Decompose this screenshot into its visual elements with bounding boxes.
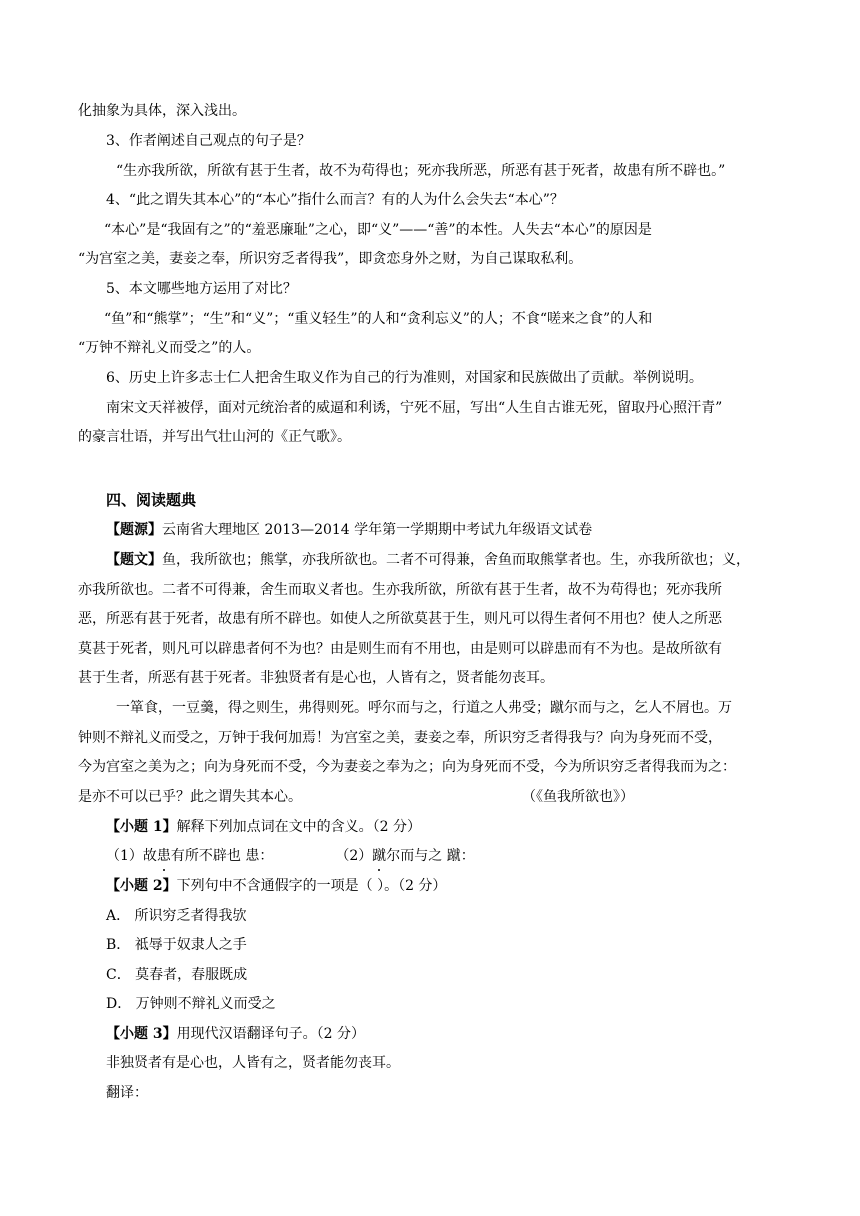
question-6-answer-line2: 的豪言壮语，并写出气壮山河的《正气歌》。 bbox=[78, 429, 351, 445]
passage-line: 恶，所恶有甚于死者，故患有所不辟也。如使人之所欲莫甚于生，则凡可以得生者何不用也？使人之所恶 bbox=[78, 611, 722, 627]
subquestion-1-items bbox=[106, 846, 475, 866]
subquestion-3 bbox=[106, 1024, 365, 1044]
question-3-label: 3、作者阐述自己观点的句子是？ bbox=[106, 133, 311, 149]
question-4-label: 4、“此之谓失其本心”的“本心”指什么而言？有的人为什么会失去“本心”？ bbox=[106, 192, 564, 208]
subquestion-3-prompt: 用现代汉语翻译句子。（2 分） bbox=[176, 1026, 365, 1042]
question-5-answer-line2: “万钟不辩礼义而受之”的人。 bbox=[78, 340, 261, 356]
item-1-suffix: 有所不辟也 患： bbox=[170, 848, 274, 864]
passage-line: 钟则不辩礼义而受之，万钟于我何加焉！为宫室之美，妻妾之奉，所识穷乏者得我与？向为身死而不受， bbox=[78, 730, 722, 746]
passage-line: 甚于生者，所恶有甚于死者。非独贤者有是心也，人皆有之，贤者能勿丧耳。 bbox=[78, 670, 554, 686]
item-1-prefix: （1）故 bbox=[106, 848, 157, 864]
subquestion-1 bbox=[106, 817, 421, 837]
subquestion-2-prompt: 下列句中不含通假字的一项是（ ）。（2 分） bbox=[176, 878, 447, 894]
subquestion-1-prompt: 解释下列加点词在文中的含义。（2 分） bbox=[176, 819, 421, 835]
item-2-prefix: （2） bbox=[335, 848, 373, 864]
dotted-word-1: 患 bbox=[156, 848, 171, 864]
intro-text: 化抽象为具体，深入浅出。 bbox=[78, 103, 246, 119]
passage-line: 亦我所欲也。二者不可得兼，舍生而取义者也。生亦我所欲，所欲有甚于生者，故不为苟得也；死亦我所 bbox=[78, 582, 722, 598]
question-5-answer-line1: “鱼”和“熊掌”；“生”和“义”；“重义轻生”的人和“贪利忘义”的人；不食“嗟来之食”的人和 bbox=[104, 311, 653, 327]
dotted-word-2: 蹴 bbox=[372, 848, 387, 864]
passage-label: 【题文】 bbox=[106, 552, 162, 568]
option-a: A． 所识穷乏者得我欤 bbox=[106, 908, 247, 924]
question-4-answer-line1: “本心”是“我固有之”的“羞恶廉耻”之心，即“义”——“善”的本性。人失去“本心”的原因是 bbox=[104, 222, 652, 238]
subquestion-3-label: 【小题 3】 bbox=[106, 1026, 177, 1042]
question-4-answer-line2: “为宫室之美，妻妾之奉，所识穷乏者得我”，即贪恋身外之财，为自己谋取私利。 bbox=[78, 251, 583, 267]
passage-text: 鱼，我所欲也；熊掌，亦我所欲也。二者不可得兼，舍鱼而取熊掌者也。生，亦我所欲也；义， bbox=[162, 552, 750, 568]
source-line bbox=[106, 520, 592, 540]
subquestion-3-sentence: 非独贤者有是心也，人皆有之，贤者能勿丧耳。 bbox=[106, 1055, 400, 1071]
option-b: B． 祗辱于奴隶人之手 bbox=[106, 937, 247, 953]
question-6-label: 6、历史上许多志士仁人把舍生取义作为自己的行为准则，对国家和民族做出了贡献。举例说明。 bbox=[106, 370, 703, 386]
subquestion-1-label: 【小题 1】 bbox=[106, 819, 177, 835]
subquestion-2 bbox=[106, 876, 446, 896]
passage-line: 今为宫室之美为之；向为身死而不受，今为妻妾之奉为之；向为身死而不受，今为所识穷乏者得我而为之： bbox=[78, 759, 736, 775]
passage-citation: （《鱼我所欲也》） bbox=[522, 789, 634, 805]
section-heading: 四、阅读题典 bbox=[106, 491, 197, 509]
subquestion-2-label: 【小题 2】 bbox=[106, 878, 177, 894]
option-d: D． 万钟则不辩礼义而受之 bbox=[106, 996, 276, 1012]
question-5-label: 5、本文哪些地方运用了对比？ bbox=[106, 281, 297, 297]
translate-label: 翻译： bbox=[106, 1085, 148, 1101]
passage-line: 一箪食，一豆羹，得之则生，弗得则死。呼尔而与之，行道之人弗受；蹴尔而与之，乞人不屑也。万 bbox=[116, 700, 732, 716]
question-3-answer: “生亦我所欲，所欲有甚于生者，故不为苟得也；死亦我所恶，所恶有甚于死者，故患有所不辟也。” bbox=[116, 163, 726, 179]
question-6-answer-line1: 南宋文天祥被俘，面对元统治者的威逼和利诱，宁死不屈，写出“人生自古谁无死，留取丹心照汗青” bbox=[106, 400, 723, 416]
passage-line bbox=[106, 550, 750, 570]
option-c: C． 莫春者，春服既成 bbox=[106, 967, 248, 983]
source-text: 云南省大理地区 2013—2014 学年第一学期期中考试九年级语文试卷 bbox=[162, 522, 593, 538]
passage-line: 是亦不可以已乎？此之谓失其本心。 bbox=[78, 789, 302, 805]
source-label: 【题源】 bbox=[106, 522, 162, 538]
passage-line: 莫甚于死者，则凡可以辟患者何不为也？由是则生而有不用也，由是则可以辟患而有不为也。是故所欲有 bbox=[78, 641, 722, 657]
item-2-suffix: 尔而与之 蹴： bbox=[386, 848, 475, 864]
